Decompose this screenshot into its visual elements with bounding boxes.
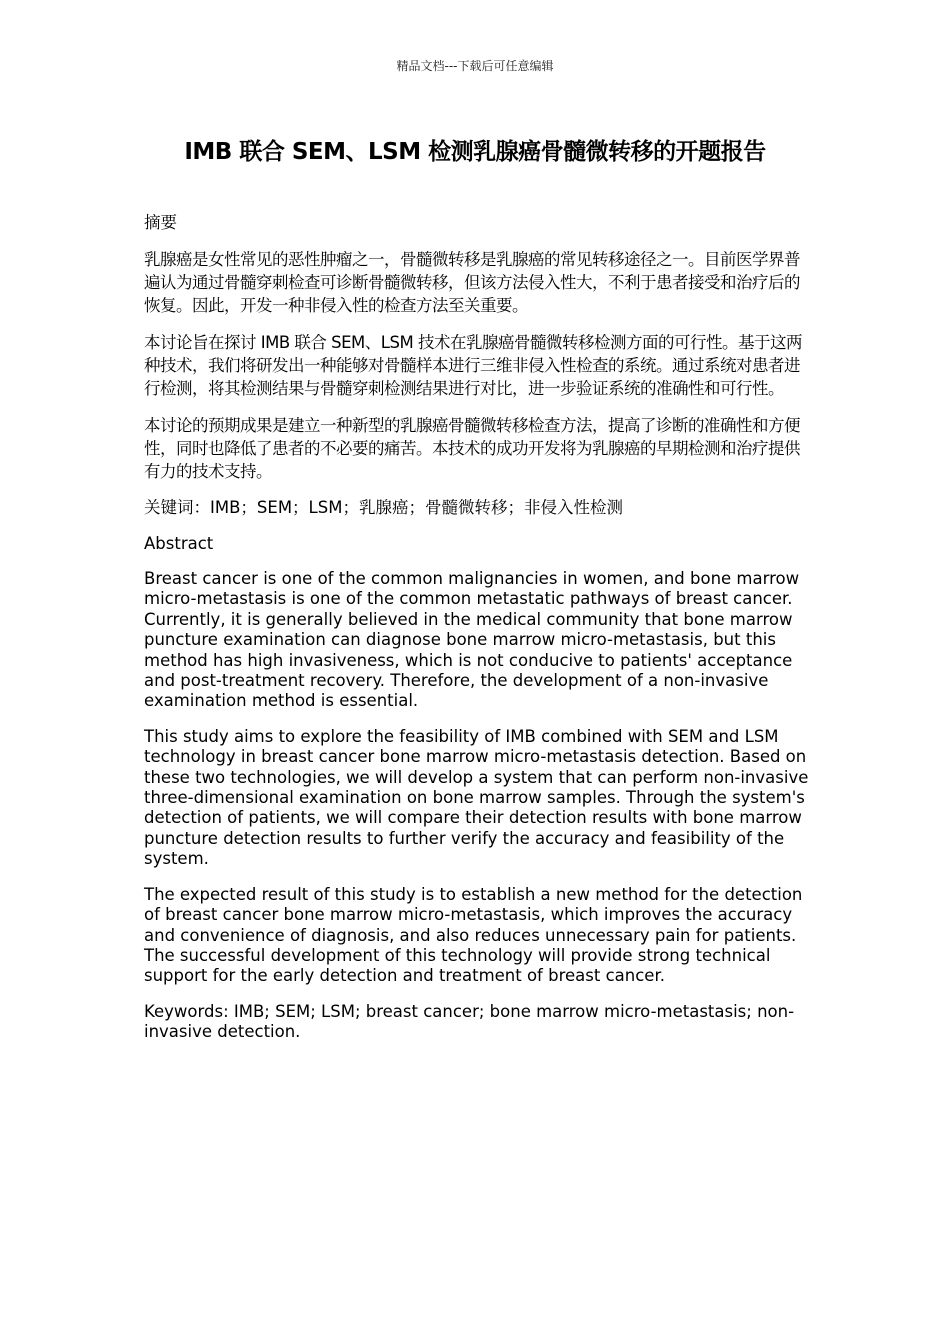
page-header: 精品文档---下载后可任意编辑: [396, 59, 554, 73]
abstract-heading-zh: 摘要: [144, 213, 177, 232]
document-body: [144, 212, 810, 1058]
keywords-en: Keywords: IMB; SEM; LSM; breast cancer; bone marrow micro-metastasis; non-invasive detection.: [144, 1001, 795, 1042]
abstract-paragraph-zh-3: 本讨论的预期成果是建立一种新型的乳腺癌骨髓微转移检查方法，提高了诊断的准确性和方便性，同时也降低了患者的不必要的痛苦。本技术的成功开发将为乳腺癌的早期检测和治疗提供有力的技术支持。: [144, 416, 800, 481]
abstract-paragraph-zh-2: 本讨论旨在探讨 IMB 联合 SEM、LSM 技术在乳腺癌骨髓微转移检测方面的可行性。基于这两种技术，我们将研发出一种能够对骨髓样本进行三维非侵入性检查的系统。通过系统对患者进行检测，将其检测结果与骨髓穿刺检测结果进行对比，进一步验证系统的准确性和可行性。: [144, 333, 802, 398]
abstract-paragraph-en-3: The expected result of this study is to establish a new method for the detection of breast cancer bone marrow micro-metastasis, which improves the accuracy and convenience of diagnosis, and also reduces unnecessary pain for patients. The successful development of this technology will provide strong technical support for the early detection and treatment of breast cancer.: [144, 884, 803, 986]
abstract-paragraph-zh-1: 乳腺癌是女性常见的恶性肿瘤之一，骨髓微转移是乳腺癌的常见转移途径之一。目前医学界普遍认为通过骨髓穿刺检查可诊断骨髓微转移，但该方法侵入性大，不利于患者接受和治疗后的恢复。因此，开发一种非侵入性的检查方法至关重要。: [144, 250, 800, 315]
keywords-zh: 关键词：IMB；SEM；LSM；乳腺癌；骨髓微转移；非侵入性检测: [144, 498, 623, 517]
abstract-heading-en: Abstract: [144, 534, 214, 553]
abstract-paragraph-en-1: Breast cancer is one of the common malignancies in women, and bone marrow micro-metastasis is one of the common metastatic pathways of breast cancer. Currently, it is generally believed in the medical community that bone marrow puncture examination can diagnose bone marrow micro-metastasis, but this method has high invasiveness, which is not conducive to patients' acceptance and post-treatment recovery. Therefore, the development of a non-invasive examination method is essential.: [144, 569, 800, 711]
document-title: IMB 联合 SEM、LSM 检测乳腺癌骨髓微转移的开题报告: [184, 139, 766, 165]
abstract-paragraph-en-2: This study aims to explore the feasibility of IMB combined with SEM and LSM technology in breast cancer bone marrow micro-metastasis detection. Based on these two technologies, we will develop a system that can perform non-invasive three-dimensional examination on bone marrow samples. Through the system's detection of patients, we will compare their detection results with bone marrow puncture detection results to further verify the accuracy and feasibility of the system.: [144, 726, 809, 869]
